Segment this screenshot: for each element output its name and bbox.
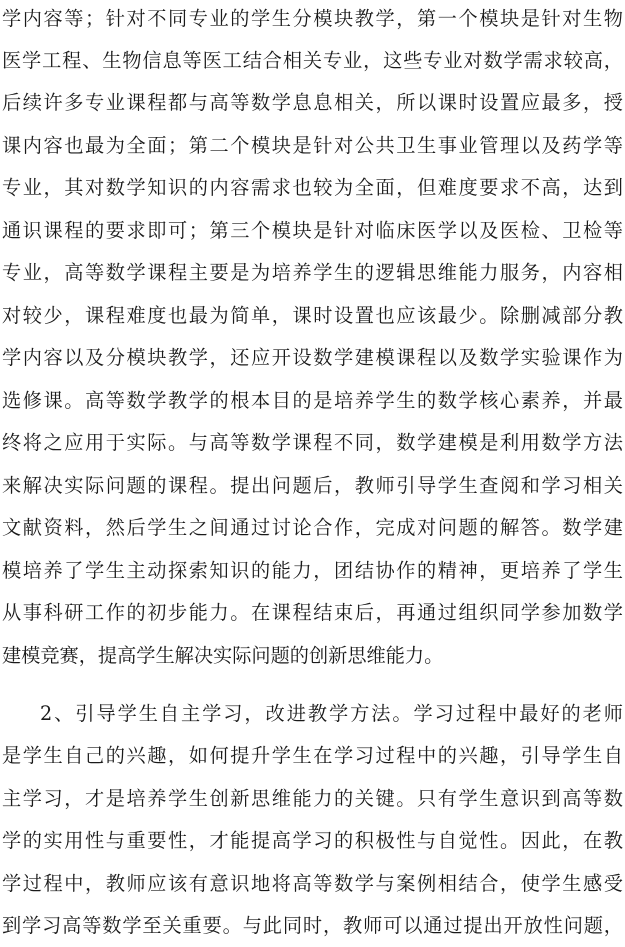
- text-line-19: 主学习，才是培养学生创新思维能力的关键。只有学生意识到高等数: [2, 787, 623, 810]
- text-line-13: 文献资料，然后学生之间通过讨论合作，完成对问题的解答。数学建: [2, 516, 623, 539]
- text-line-6: 通识课程的要求即可；第三个模块是针对临床医学以及医检、卫检等: [2, 219, 623, 242]
- text-line-12: 来解决实际问题的课程。提出问题后，教师引导学生查阅和学习相关: [2, 474, 623, 497]
- text-line-14: 模培养了学生主动探索知识的能力，团结协作的精神，更培养了学生: [2, 559, 623, 582]
- text-line-5: 专业，其对数学知识的内容需求也较为全面，但难度要求不高，达到: [2, 176, 623, 199]
- text-line-10: 选修课。高等数学教学的根本目的是培养学生的数学核心素养，并最: [2, 389, 623, 412]
- text-line-7: 专业，高等数学课程主要是为培养学生的逻辑思维能力服务，内容相: [2, 261, 623, 284]
- text-line-8: 对较少，课程难度也最为简单，课时设置也应该最少。除删减部分教: [2, 304, 623, 327]
- text-line-11: 终将之应用于实际。与高等数学课程不同，数学建模是利用数学方法: [2, 431, 623, 454]
- text-line-15: 从事科研工作的初步能力。在课程结束后，再通过组织同学参加数学: [2, 601, 623, 624]
- text-line-9: 学内容以及分模块教学，还应开设数学建模课程以及数学实验课作为: [2, 346, 623, 369]
- text-line-2: 医学工程、生物信息等医工结合相关专业，这些专业对数学需求较高，: [2, 49, 623, 72]
- text-line-18: 是学生自己的兴趣，如何提升学生在学习过程中的兴趣，引导学生自: [2, 744, 623, 767]
- text-line-4: 课内容也最为全面；第二个模块是针对公共卫生事业管理以及药学等: [2, 134, 623, 157]
- text-line-3: 后续许多专业课程都与高等数学息息相关，所以课时设置应最多，授: [2, 91, 623, 114]
- text-line-22: 到学习高等数学至关重要。与此同时，教师可以通过提出开放性问题，: [2, 914, 623, 937]
- text-line-17: 2、引导学生自主学习，改进教学方法。学习过程中最好的老师: [40, 702, 623, 725]
- text-line-21: 学过程中，教师应该有意识地将高等数学与案例相结合，使学生感受: [2, 872, 623, 895]
- text-line-16: 建模竞赛，提高学生解决实际问题的创新思维能力。: [2, 644, 444, 667]
- text-line-1: 学内容等；针对不同专业的学生分模块教学，第一个模块是针对生物: [2, 7, 623, 30]
- text-line-20: 学的实用性与重要性，才能提高学习的积极性与自觉性。因此，在教: [2, 829, 623, 852]
